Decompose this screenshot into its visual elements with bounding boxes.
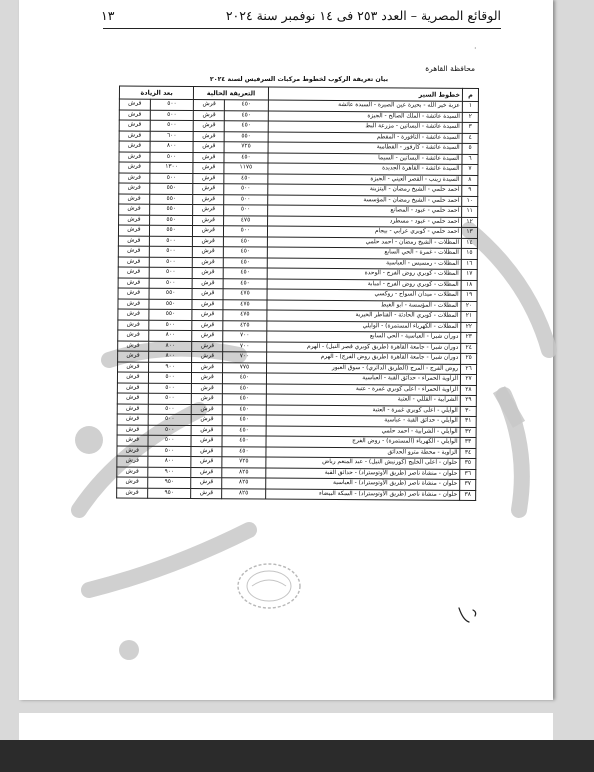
- route-cell: الزاوية الحمراء - حدائق القبة - العباسية: [266, 373, 460, 385]
- after-unit-cell: قرش: [119, 172, 150, 183]
- dot-mark: ·: [474, 44, 477, 53]
- current-fare-cell: ٧٠٠: [223, 331, 267, 342]
- after-fare-cell: ٩٥٠: [147, 488, 191, 499]
- row-number: ٣: [462, 122, 478, 133]
- current-unit-cell: قرش: [194, 110, 225, 121]
- after-unit-cell: قرش: [118, 340, 149, 351]
- route-cell: احمد حلمي - كوبري عرابي - بيجام: [267, 226, 461, 238]
- after-unit-cell: قرش: [118, 277, 149, 288]
- current-fare-cell: ٤٥٠: [223, 257, 267, 268]
- after-unit-cell: قرش: [118, 288, 149, 299]
- row-number: ١٤: [461, 238, 477, 249]
- route-cell: حلوان - منشاة ناصر (طريق الأوتوستراد) - السكة البيضاء: [265, 489, 459, 501]
- route-cell: السيدة عائشة - البساتين - مزرعة البط: [268, 121, 462, 133]
- current-unit-cell: قرش: [191, 425, 222, 436]
- row-number: ٣٦: [460, 469, 476, 480]
- current-fare-cell: ٥٠٠: [224, 194, 268, 205]
- current-unit-cell: قرش: [193, 194, 224, 205]
- after-fare-cell: ٥٠٠: [148, 372, 192, 383]
- after-fare-cell: ٨٠٠: [150, 141, 194, 152]
- row-number: ٢٤: [461, 343, 477, 354]
- current-fare-cell: ٤٥٠: [224, 152, 268, 163]
- current-fare-cell: ٧٠٠: [223, 352, 267, 363]
- current-unit-cell: قرش: [192, 320, 223, 331]
- header-current-fare: التعريفة الحالية: [194, 87, 268, 101]
- header-after-increase: بعد الزيادة: [119, 86, 193, 100]
- current-fare-cell: ٧٠٠: [223, 341, 267, 352]
- row-number: ٣٣: [460, 437, 476, 448]
- route-cell: المظلات - غمرة - الحي السابع: [267, 247, 461, 259]
- row-number: ٣١: [460, 416, 476, 427]
- route-cell: الوايلي - اعلى كوبري غمرة - العتبة: [266, 405, 460, 417]
- row-number: ٣٨: [460, 490, 476, 501]
- current-unit-cell: قرش: [192, 394, 223, 405]
- after-fare-cell: ٥٥٠: [149, 225, 193, 236]
- current-unit-cell: قرش: [193, 184, 224, 195]
- route-cell: السيدة عائشة - البساتين - السيما: [268, 153, 462, 165]
- after-fare-cell: ٥٠٠: [149, 278, 193, 289]
- current-unit-cell: قرش: [193, 131, 224, 142]
- after-fare-cell: ٥٠٠: [148, 393, 192, 404]
- governorate-label: محافظة القاهرة: [425, 64, 475, 73]
- current-fare-cell: ٨٢٥: [222, 488, 266, 499]
- row-number: ٢٨: [460, 385, 476, 396]
- row-number: ٢١: [461, 311, 477, 322]
- route-cell: احمد حلمي - الشيخ رمضان - المؤسسة: [267, 195, 461, 207]
- row-number: ٣٢: [460, 427, 476, 438]
- current-unit-cell: قرش: [191, 457, 222, 468]
- row-number: ٢٣: [461, 332, 477, 343]
- after-fare-cell: ٥٠٠: [150, 173, 194, 184]
- current-unit-cell: قرش: [192, 383, 223, 394]
- after-fare-cell: ٨٠٠: [148, 351, 192, 362]
- current-fare-cell: ٧٢٥: [224, 142, 268, 153]
- current-unit-cell: قرش: [192, 404, 223, 415]
- after-unit-cell: قرش: [118, 235, 149, 246]
- after-fare-cell: ٥٠٠: [148, 383, 192, 394]
- current-unit-cell: قرش: [192, 278, 223, 289]
- current-unit-cell: قرش: [193, 257, 224, 268]
- after-unit-cell: قرش: [117, 372, 148, 383]
- current-fare-cell: ٤٧٥: [224, 215, 268, 226]
- route-cell: حلوان - منشاة ناصر (طريق الأوتوستراد) - حدائق القبة: [265, 468, 459, 480]
- after-unit-cell: قرش: [119, 120, 150, 131]
- after-fare-cell: ٥٥٠: [150, 183, 194, 194]
- current-fare-cell: ٤٥٠: [222, 394, 266, 405]
- row-number: ٢٢: [461, 322, 477, 333]
- header-rule: [103, 28, 501, 29]
- after-unit-cell: قرش: [117, 487, 148, 498]
- current-unit-cell: قرش: [192, 352, 223, 363]
- after-fare-cell: ٥٠٠: [150, 120, 194, 131]
- current-fare-cell: ٤٥٠: [223, 373, 267, 384]
- current-fare-cell: ٤٧٥: [223, 310, 267, 321]
- current-fare-cell: ٤٥٠: [224, 110, 268, 121]
- after-fare-cell: ٥٠٠: [148, 446, 192, 457]
- current-unit-cell: قرش: [193, 268, 224, 279]
- after-unit-cell: قرش: [119, 141, 150, 152]
- current-fare-cell: ٤٥٠: [224, 121, 268, 132]
- current-unit-cell: قرش: [193, 142, 224, 153]
- row-number: ٢٥: [461, 353, 477, 364]
- current-unit-cell: قرش: [193, 215, 224, 226]
- row-number: ٦: [462, 154, 478, 165]
- row-number: ٤: [462, 133, 478, 144]
- current-unit-cell: قرش: [193, 173, 224, 184]
- row-number: ٣٠: [460, 406, 476, 417]
- after-unit-cell: قرش: [117, 393, 148, 404]
- after-unit-cell: قرش: [118, 319, 149, 330]
- row-number: ٢٠: [461, 301, 477, 312]
- after-fare-cell: ٦٠٠: [150, 131, 194, 142]
- route-cell: السيدة زينب - القصر العيني - الجيزة: [268, 174, 462, 186]
- after-unit-cell: قرش: [117, 466, 148, 477]
- current-fare-cell: ٤٥٠: [222, 446, 266, 457]
- after-fare-cell: ٥٠٠: [148, 404, 192, 415]
- after-fare-cell: ٥٠٠: [150, 99, 194, 110]
- current-fare-cell: ٥٠٠: [224, 205, 268, 216]
- route-cell: دوران شبرا - جامعة القاهرة (طريق روض الفرج) - الهرم: [266, 352, 460, 364]
- after-unit-cell: قرش: [117, 414, 148, 425]
- after-unit-cell: قرش: [118, 267, 149, 278]
- after-fare-cell: ٥٥٠: [150, 194, 194, 205]
- row-number: ١٣: [462, 227, 478, 238]
- route-cell: المظلات - كوبري الحادثة - القناطر الخيرية: [267, 310, 461, 322]
- after-unit-cell: قرش: [117, 445, 148, 456]
- row-number: ٩: [462, 185, 478, 196]
- after-unit-cell: قرش: [117, 477, 148, 488]
- after-unit-cell: قرش: [118, 298, 149, 309]
- route-cell: الزاوية الحمراء - اعلى كوبري غمرة - عتبة: [266, 384, 460, 396]
- current-unit-cell: قرش: [194, 100, 225, 111]
- row-number: ٢٩: [460, 395, 476, 406]
- current-unit-cell: قرش: [192, 289, 223, 300]
- after-unit-cell: قرش: [119, 193, 150, 204]
- route-cell: السيدة عائشة - الملك الصالح - الجيزة: [268, 111, 462, 123]
- after-unit-cell: قرش: [118, 351, 149, 362]
- current-fare-cell: ٧٢٥: [222, 457, 266, 468]
- row-number: ٢٦: [461, 364, 477, 375]
- after-unit-cell: قرش: [119, 183, 150, 194]
- route-cell: الشرابية - القللي - العتبة: [266, 394, 460, 406]
- current-unit-cell: قرش: [193, 226, 224, 237]
- route-cell: السيدة عائشة - كارفور - القطامية: [268, 142, 462, 154]
- current-fare-cell: ٤٥٠: [223, 247, 267, 258]
- current-fare-cell: ٤٥٠: [222, 425, 266, 436]
- after-unit-cell: قرش: [118, 256, 149, 267]
- current-fare-cell: ٤٥٠: [224, 236, 268, 247]
- current-fare-cell: ٤٢٥: [223, 320, 267, 331]
- fare-table: [116, 85, 479, 501]
- row-number: ٣٥: [460, 458, 476, 469]
- current-unit-cell: قرش: [192, 299, 223, 310]
- route-cell: عزبة خير الله - بحيرة عين الصيرة - السيدة عائشة: [268, 100, 462, 112]
- after-fare-cell: ٥٠٠: [149, 267, 193, 278]
- current-fare-cell: ٤٥٠: [223, 268, 267, 279]
- document-page: [19, 0, 553, 700]
- after-fare-cell: ٥٠٠: [149, 246, 193, 257]
- route-cell: المظلات - كوبري روض الفرج - الوحدة: [267, 268, 461, 280]
- current-fare-cell: ٥٥٠: [224, 131, 268, 142]
- current-fare-cell: ٤٧٥: [223, 289, 267, 300]
- current-unit-cell: قرش: [192, 373, 223, 384]
- row-number: ١٠: [462, 196, 478, 207]
- route-cell: الزاوية - محطة مترو الحدائق: [266, 447, 460, 459]
- current-unit-cell: قرش: [191, 477, 222, 488]
- current-unit-cell: قرش: [193, 163, 224, 174]
- after-fare-cell: ٩٠٠: [148, 362, 192, 373]
- route-cell: المظلات - الكهرباء المستمرة) - الوايلي: [267, 321, 461, 333]
- row-number: ١٦: [461, 259, 477, 270]
- after-unit-cell: قرش: [119, 99, 150, 110]
- row-number: ١٢: [462, 217, 478, 228]
- after-unit-cell: قرش: [118, 309, 149, 320]
- after-unit-cell: قرش: [119, 109, 150, 120]
- current-unit-cell: قرش: [193, 247, 224, 258]
- table-row: [117, 487, 476, 500]
- route-cell: الوايلي - حدائق القبة - عباسية: [266, 415, 460, 427]
- after-unit-cell: قرش: [118, 361, 149, 372]
- current-fare-cell: ٤٥٠: [223, 383, 267, 394]
- after-unit-cell: قرش: [119, 130, 150, 141]
- route-cell: السيدة عائشة - القاهرة الجديدة: [268, 163, 462, 175]
- after-fare-cell: ١٣٠٠: [150, 162, 194, 173]
- after-fare-cell: ٥٠٠: [149, 320, 193, 331]
- running-head: [101, 4, 501, 26]
- route-cell: دوران شبرا - جامعة القاهرة (طريق كوبري قصر النيل) - الهرم: [266, 342, 460, 354]
- current-unit-cell: قرش: [191, 436, 222, 447]
- current-unit-cell: قرش: [192, 341, 223, 352]
- after-fare-cell: ٥٠٠: [149, 236, 193, 247]
- route-cell: احمد حلمي - عبود - مسطرد: [267, 216, 461, 228]
- row-number: ٢: [462, 112, 478, 123]
- after-fare-cell: ٥٥٠: [149, 215, 193, 226]
- row-number: ١١: [462, 206, 478, 217]
- header-num: م: [462, 88, 478, 101]
- current-fare-cell: ٤٥٠: [225, 100, 269, 111]
- row-number: ٣٧: [460, 479, 476, 490]
- current-unit-cell: قرش: [192, 331, 223, 342]
- row-number: ٢٧: [461, 374, 477, 385]
- current-fare-cell: ٤٥٠: [224, 173, 268, 184]
- current-unit-cell: قرش: [192, 362, 223, 373]
- after-fare-cell: ٥٥٠: [149, 204, 193, 215]
- row-number: ٨: [462, 175, 478, 186]
- after-unit-cell: قرش: [118, 246, 149, 257]
- after-fare-cell: ٥٠٠: [149, 257, 193, 268]
- current-unit-cell: قرش: [194, 121, 225, 132]
- handwritten-signature: [455, 604, 489, 626]
- route-cell: المظلات - كوبري روض الفرج - امبابة: [267, 279, 461, 291]
- current-unit-cell: قرش: [193, 152, 224, 163]
- after-unit-cell: قرش: [117, 424, 148, 435]
- row-number: ٧: [462, 164, 478, 175]
- current-unit-cell: قرش: [193, 205, 224, 216]
- viewer-bottom-bar: [0, 740, 594, 772]
- after-unit-cell: قرش: [119, 151, 150, 162]
- current-fare-cell: ١١٧٥: [224, 163, 268, 174]
- after-fare-cell: ٥٥٠: [149, 299, 193, 310]
- after-fare-cell: ٨٠٠: [149, 330, 193, 341]
- route-cell: المظلات - الشيخ رمضان - احمد حلمي: [267, 237, 461, 249]
- current-fare-cell: ٤٥٠: [222, 436, 266, 447]
- route-cell: المظلات - المؤسسة - ابو الغيط: [267, 300, 461, 312]
- current-fare-cell: ٤٥٠: [222, 404, 266, 415]
- route-cell: احمد حلمي - عبود - المصانع: [267, 205, 461, 217]
- route-cell: المظلات - رمسيس - العباسية: [267, 258, 461, 270]
- current-unit-cell: قرش: [193, 236, 224, 247]
- route-cell: الوايلي - الكهرباء (المستمرة) - روض الفرج: [266, 436, 460, 448]
- route-cell: حلوان - منشاة ناصر (طريق الأوتوستراد) - العباسية: [265, 478, 459, 490]
- current-fare-cell: ٨٢٥: [222, 478, 266, 489]
- after-fare-cell: ٥٠٠: [150, 152, 194, 163]
- after-unit-cell: قرش: [117, 456, 148, 467]
- route-cell: الوايلي - الشرابية - احمد حلمي: [266, 426, 460, 438]
- current-fare-cell: ٧٧٥: [223, 362, 267, 373]
- after-fare-cell: ٨٠٠: [148, 456, 192, 467]
- current-unit-cell: قرش: [192, 415, 223, 426]
- current-unit-cell: قرش: [191, 488, 222, 499]
- current-fare-cell: ٥٠٠: [224, 226, 268, 237]
- row-number: ١٥: [461, 248, 477, 259]
- route-cell: احمد حلمي - الشيخ رمضان - البتزينة: [267, 184, 461, 196]
- after-fare-cell: ٥٠٠: [150, 110, 194, 121]
- after-fare-cell: ٥٠٠: [148, 425, 192, 436]
- after-fare-cell: ٩٠٠: [148, 467, 192, 478]
- after-unit-cell: قرش: [118, 225, 149, 236]
- after-fare-cell: ٥٠٠: [148, 435, 192, 446]
- table-title: بيان تعريفة الركوب لخطوط مركبات السرفيس لسنة ٢٠٢٤: [209, 76, 389, 83]
- after-fare-cell: ٥٥٠: [149, 288, 193, 299]
- after-fare-cell: ٥٥٠: [149, 309, 193, 320]
- current-fare-cell: ٨٢٥: [222, 467, 266, 478]
- current-fare-cell: ٤٥٠: [222, 415, 266, 426]
- route-cell: روض الفرج - المرج (الطريق الدائري) - سوق العبور: [266, 363, 460, 375]
- row-number: ٣٤: [460, 448, 476, 459]
- after-unit-cell: قرش: [118, 330, 149, 341]
- current-unit-cell: قرش: [191, 446, 222, 457]
- route-cell: السيدة عائشة - التافورة - المقطم: [268, 132, 462, 144]
- after-fare-cell: ٥٠٠: [148, 414, 192, 425]
- official-stamp: [234, 560, 304, 612]
- route-cell: حلوان - اعلى الخليج (كورنيش النيل) - عبد المنعم رياض: [266, 457, 460, 469]
- row-number: ١٩: [461, 290, 477, 301]
- running-title: الوقائع المصرية – العدد ٢٥٣ فى ١٤ نوفمبر سنة ٢٠٢٤: [225, 7, 501, 23]
- after-fare-cell: ٨٠٠: [148, 341, 192, 352]
- header-route: خطوط السير: [268, 87, 462, 101]
- current-unit-cell: قرش: [192, 310, 223, 321]
- after-unit-cell: قرش: [119, 162, 150, 173]
- after-fare-cell: ٩٥٠: [148, 477, 192, 488]
- after-unit-cell: قرش: [119, 204, 150, 215]
- route-cell: دوران شبرا - العباسية - الحي السابع: [266, 331, 460, 343]
- row-number: ١: [462, 101, 478, 112]
- row-number: ١٨: [461, 280, 477, 291]
- page-number: ١٣: [101, 7, 115, 23]
- current-fare-cell: ٤٧٥: [223, 299, 267, 310]
- after-unit-cell: قرش: [117, 382, 148, 393]
- row-number: ٥: [462, 143, 478, 154]
- current-fare-cell: ٤٥٠: [223, 278, 267, 289]
- fare-table-body: [117, 99, 479, 500]
- current-fare-cell: ٥٠٠: [224, 184, 268, 195]
- route-cell: المظلات - ميدان السواح - روكسي: [267, 289, 461, 301]
- after-unit-cell: قرش: [119, 214, 150, 225]
- row-number: ١٧: [461, 269, 477, 280]
- after-unit-cell: قرش: [117, 403, 148, 414]
- after-unit-cell: قرش: [117, 435, 148, 446]
- current-unit-cell: قرش: [191, 467, 222, 478]
